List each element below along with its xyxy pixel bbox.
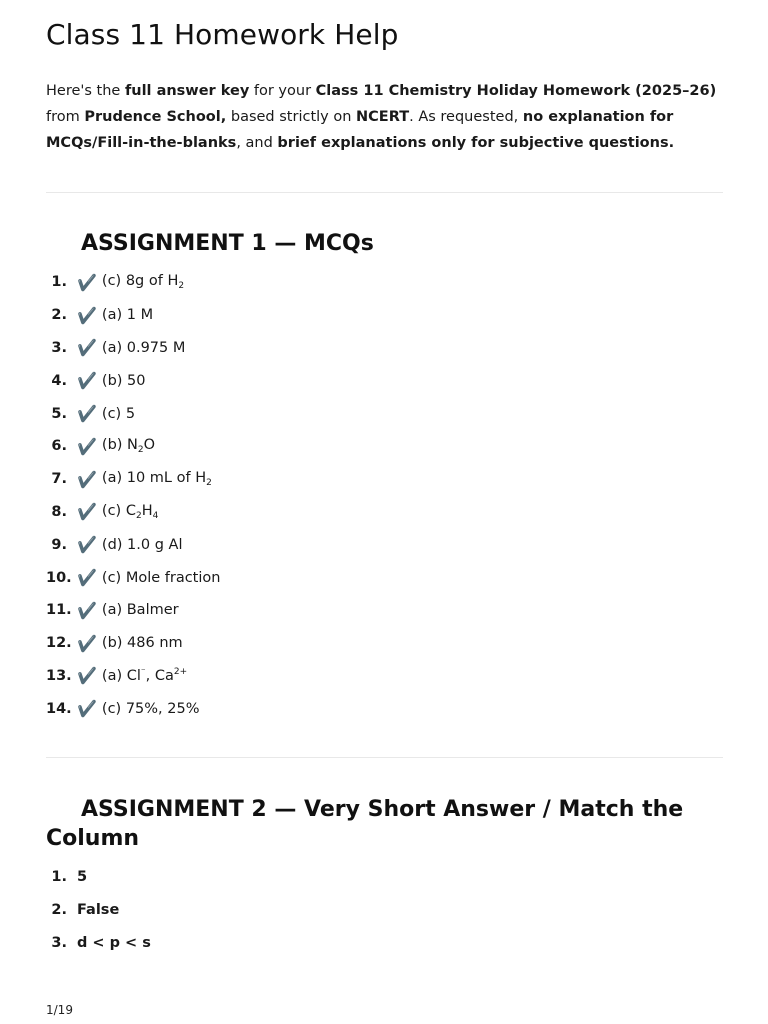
checkmark-icon: ✔️ <box>77 272 97 292</box>
page-indicator: 1/19 <box>46 1003 73 1017</box>
mcq-answer-item <box>46 430 723 463</box>
intro-paragraph <box>46 78 723 156</box>
page-title: Class 11 Homework Help <box>46 18 399 51</box>
short-answer-item <box>46 861 723 894</box>
mcq-answer-item <box>46 332 723 365</box>
assignment1-heading <box>46 229 723 258</box>
checkmark-icon: ✔️ <box>77 502 97 522</box>
item-number: 9. <box>51 536 67 553</box>
answer-text: d < p < s <box>77 934 151 951</box>
item-number: 3. <box>51 339 67 356</box>
item-number: 1. <box>51 869 67 886</box>
checkmark-icon: ✔️ <box>77 338 97 358</box>
item-number: 6. <box>51 438 67 455</box>
mcq-answer-item <box>46 266 723 299</box>
intro-bold: full answer key <box>124 83 250 99</box>
answer-text: (a) 1 M <box>101 307 154 324</box>
answer-text: (b) 486 nm <box>101 635 183 652</box>
mcq-answer-item <box>46 397 723 430</box>
answer-text: (a) Balmer <box>101 602 179 619</box>
short-answer-item <box>46 927 723 960</box>
intro-text: from <box>46 109 85 125</box>
checkmark-icon: ✔️ <box>77 305 97 325</box>
answer-text: (a) Cl⁻, $Ca^{2+}$ <box>101 667 188 685</box>
item-number: 1. <box>51 274 67 291</box>
mcq-answer-item <box>46 496 723 529</box>
checkmark-icon: ✔️ <box>77 633 97 653</box>
answer-text: (b) 50 <box>101 372 146 389</box>
intro-bold: Prudence School, <box>84 109 227 125</box>
intro-bold: NCERT <box>356 109 410 125</box>
answer-text: (d) 1.0 g Al <box>101 536 183 553</box>
intro-bold: brief explanations only for subjective questions. <box>277 135 675 151</box>
intro-text: based strictly on <box>226 109 357 125</box>
intro-bold: Class 11 Chemistry Holiday Homework (2025–26) <box>315 83 717 99</box>
answer-text: (c) Mole fraction <box>101 569 221 586</box>
intro-bold: no explanation for MCQs/Fill-in-the-blanks <box>46 109 674 151</box>
assignment2-heading-line2: Column <box>46 826 140 851</box>
intro-text: Here's the <box>46 83 125 99</box>
item-number: 2. <box>51 307 67 324</box>
mcq-answer-item <box>46 364 723 397</box>
item-number: 13. <box>46 667 72 684</box>
mcq-answer-item <box>46 299 723 332</box>
mcq-answer-item <box>46 692 723 725</box>
checkmark-icon: ✔️ <box>77 699 97 719</box>
mcq-answer-item <box>46 463 723 496</box>
answer-text: False <box>77 902 120 919</box>
mcq-answer-item <box>46 528 723 561</box>
intro-text: for your <box>249 83 316 99</box>
answer-text: (c) 5 <box>101 405 136 422</box>
section-divider <box>46 192 723 193</box>
item-number: 2. <box>51 902 67 919</box>
short-answer-item <box>46 894 723 927</box>
item-number: 10. <box>46 569 72 586</box>
assignment2-heading <box>46 795 723 853</box>
item-number: 8. <box>51 503 67 520</box>
assignment2-heading-line1: ASSIGNMENT 2 — Very Short Answer / Match the <box>81 797 684 822</box>
answer-text: (a) 0.975 M <box>101 339 186 356</box>
item-number: 7. <box>51 471 67 488</box>
mcq-answer-item <box>46 594 723 627</box>
mcq-answer-item <box>46 627 723 660</box>
assignment1-answer-list <box>46 266 723 725</box>
answer-text: 5 <box>77 869 88 886</box>
answer-text: (c) 75%, 25% <box>101 700 200 717</box>
checkmark-icon: ✔️ <box>77 600 97 620</box>
checkmark-icon: ✔️ <box>77 568 97 588</box>
checkmark-icon: ✔️ <box>77 469 97 489</box>
answer-text: (b) $N_2O$ <box>101 437 156 456</box>
checkmark-icon: ✔️ <box>77 535 97 555</box>
answer-text: (c) 8g of $H_2$ <box>101 273 185 292</box>
item-number: 11. <box>46 602 72 619</box>
intro-text: , and <box>236 135 278 151</box>
mcq-answer-item <box>46 660 723 693</box>
checkmark-icon: ✔️ <box>77 404 97 424</box>
checkmark-icon: ✔️ <box>77 371 97 391</box>
item-number: 5. <box>51 405 67 422</box>
intro-text: . As requested, <box>409 109 523 125</box>
item-number: 3. <box>51 934 67 951</box>
mcq-answer-item <box>46 561 723 594</box>
answer-text: (c) $C_2H_4$ <box>101 502 159 521</box>
item-number: 14. <box>46 700 72 717</box>
item-number: 4. <box>51 372 67 389</box>
assignment2-answer-list <box>46 861 723 959</box>
answer-text: (a) 10 mL of $H_2$ <box>101 470 212 489</box>
item-number: 12. <box>46 635 72 652</box>
assignment1-heading-text: ASSIGNMENT 1 — MCQs <box>81 231 374 256</box>
checkmark-icon: ✔️ <box>77 436 97 456</box>
section-divider <box>46 757 723 758</box>
checkmark-icon: ✔️ <box>77 666 97 686</box>
